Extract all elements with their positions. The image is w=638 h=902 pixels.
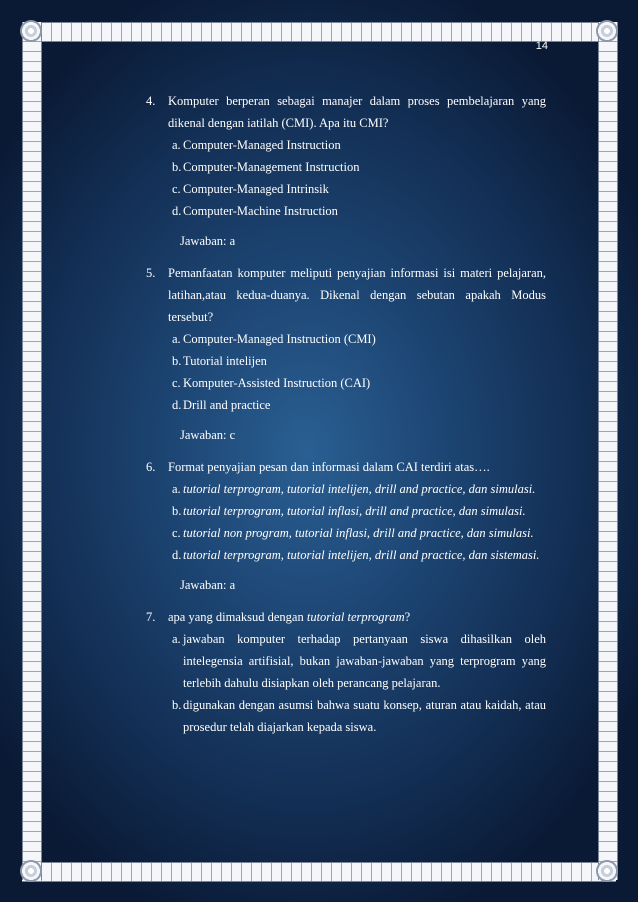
answer: Jawaban: a (180, 234, 236, 248)
option-letter: b. (172, 698, 182, 712)
question-4 (146, 90, 546, 134)
question-text-suffix: ? (404, 610, 411, 624)
option-text: Komputer-Assisted Instruction (CAI) (183, 376, 371, 390)
corner-ornament-bottom-right (596, 860, 618, 882)
option-c (172, 522, 546, 544)
question-text: Komputer berperan sebagai manajer dalam proses pembelajaran yang dikenal dengan iatilah (CMI). Apa itu CMI? (168, 94, 546, 130)
option-d (172, 544, 546, 566)
option-a (172, 478, 546, 500)
option-letter: c. (172, 376, 181, 390)
option-b (172, 500, 546, 522)
options-list (172, 134, 546, 222)
option-b (172, 350, 546, 372)
option-text: Computer-Management Instruction (183, 160, 360, 174)
option-a (172, 134, 546, 156)
corner-ornament-top-left (20, 20, 42, 42)
question-text: Format penyajian pesan dan informasi dalam CAI terdiri atas…. (168, 460, 490, 474)
option-d (172, 394, 546, 416)
question-5 (146, 262, 546, 328)
question-number: 6. (146, 460, 156, 474)
option-letter: b. (172, 504, 182, 518)
border-left (22, 22, 42, 880)
option-text: tutorial terprogram, tutorial inflasi, drill and practice, dan simulasi. (183, 504, 526, 518)
option-text: digunakan dengan asumsi bahwa suatu konsep, aturan atau kaidah, atau prosedur telah diajarkan kepada siswa. (183, 698, 546, 734)
option-b (172, 156, 546, 178)
option-letter: a. (172, 138, 181, 152)
option-text: Computer-Managed Instruction (CMI) (183, 332, 376, 346)
option-text: Computer-Machine Instruction (183, 204, 338, 218)
options-list (172, 628, 546, 738)
option-text: tutorial non program, tutorial inflasi, drill and practice, dan simulasi. (183, 526, 534, 540)
answer: Jawaban: c (180, 428, 236, 442)
option-letter: a. (172, 332, 181, 346)
question-text-italic: tutorial terprogram (306, 610, 405, 624)
option-letter: d. (172, 204, 182, 218)
option-letter: a. (172, 632, 181, 646)
corner-ornament-bottom-left (20, 860, 42, 882)
option-c (172, 372, 546, 394)
question-7 (146, 606, 546, 628)
option-letter: d. (172, 548, 182, 562)
quiz-content (146, 90, 546, 738)
option-a (172, 328, 546, 350)
option-text: tutorial terprogram, tutorial intelijen, drill and practice, dan simulasi. (183, 482, 536, 496)
border-bottom (22, 862, 616, 882)
option-text: Computer-Managed Instruction (183, 138, 341, 152)
border-right (598, 22, 618, 880)
option-c (172, 178, 546, 200)
option-letter: d. (172, 398, 182, 412)
answer: Jawaban: a (180, 578, 236, 592)
question-text (168, 606, 546, 628)
question-number: 7. (146, 610, 156, 624)
option-d (172, 200, 546, 222)
question-number: 4. (146, 94, 156, 108)
question-text: Pemanfaatan komputer meliputi penyajian informasi isi materi pelajaran, latihan,atau kedua-duanya. Dikenal dengan sebutan apakah Modus tersebut? (168, 266, 546, 324)
option-text: Computer-Managed Intrinsik (183, 182, 329, 196)
option-a (172, 628, 546, 694)
option-text: Tutorial intelijen (183, 354, 267, 368)
option-text: jawaban komputer terhadap pertanyaan siswa dihasilkan oleh intelegensia artifisial, bukan jawaban-jawaban yang terprogram yang terlebih dahulu disiapkan oleh perancang pelajaran. (183, 632, 546, 690)
question-text-prefix: apa yang dimaksud dengan (168, 610, 307, 624)
options-list (172, 328, 546, 416)
option-letter: c. (172, 182, 181, 196)
corner-ornament-top-right (596, 20, 618, 42)
question-number: 5. (146, 266, 156, 280)
option-letter: b. (172, 354, 182, 368)
page-number: 14 (535, 40, 548, 52)
option-letter: c. (172, 526, 181, 540)
option-letter: b. (172, 160, 182, 174)
question-6 (146, 456, 546, 478)
option-text: tutorial terprogram, tutorial intelijen, drill and practice, dan sistemasi. (183, 548, 540, 562)
options-list (172, 478, 546, 566)
border-top (22, 22, 616, 42)
option-letter: a. (172, 482, 181, 496)
option-text: Drill and practice (183, 398, 271, 412)
option-b (172, 694, 546, 738)
